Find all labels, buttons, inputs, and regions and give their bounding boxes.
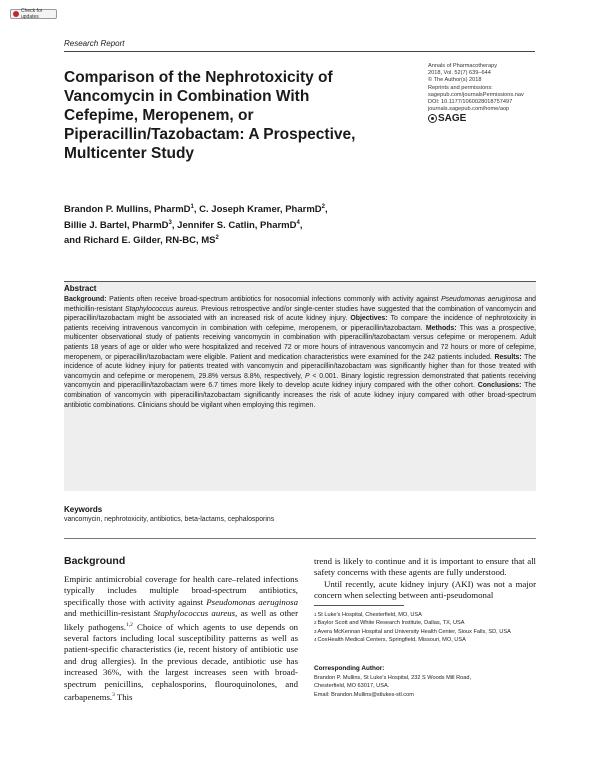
footnote-divider bbox=[314, 605, 404, 606]
keywords-divider bbox=[64, 538, 536, 539]
check-for-updates-badge[interactable] bbox=[10, 9, 57, 19]
affiliation-item: 2 Baylor Scott and White Research Institute, Dallas, TX, USA bbox=[314, 620, 465, 627]
journal-info bbox=[428, 63, 568, 123]
affiliations bbox=[314, 611, 536, 645]
journal-home-link[interactable]: journals.sagepub.com/home/aop bbox=[428, 106, 510, 113]
continued-paragraph: trend is likely to continue and it is important to ensure that all safety concerns with these agents are fully understood. bbox=[314, 556, 536, 578]
keywords-heading: Keywords bbox=[64, 505, 103, 514]
author: Jennifer S. Catlin, PharmD$^4$, bbox=[177, 219, 303, 231]
journal-permissions-link[interactable]: sagepub.com/journalsPermissions.nav bbox=[428, 91, 524, 98]
background-heading: Background bbox=[64, 555, 126, 567]
journal-volume: 2018, Vol. 52(7) 639–644 bbox=[428, 70, 491, 77]
abstract-divider bbox=[64, 281, 536, 282]
next-paragraph: Until recently, acute kidney injury (AKI) was not a major concern when selecting between anti-pseudomonal bbox=[314, 578, 536, 601]
badge-label: Check for updates bbox=[21, 8, 43, 20]
crossmark-icon bbox=[13, 11, 19, 17]
abstract-heading: Abstract bbox=[64, 284, 97, 293]
publisher-logo bbox=[428, 114, 568, 123]
journal-name: Annals of Pharmacotherapy bbox=[428, 63, 498, 69]
article-title: Comparison of the Nephrotoxicity of Vancomycin in Combination With Cefepime, Meropenem, or Piperacillin/Tazobactam: A Prospective, Multicenter Study bbox=[64, 69, 356, 162]
author: and Richard E. Gilder, RN-BC, $MS^2$ bbox=[64, 235, 219, 247]
abstract-box bbox=[64, 281, 536, 491]
corresponding-author-heading: Corresponding Author: bbox=[314, 665, 385, 672]
citation-ref[interactable]: 1,2 bbox=[126, 621, 133, 628]
sage-logo-icon bbox=[428, 114, 437, 123]
corresponding-address: Brandon P. Mullins, St Luke’s Hospital, 232 S Woods Mill Road, bbox=[314, 675, 472, 681]
publisher-name: SAGE bbox=[438, 113, 467, 125]
author: C. Joseph Kramer, PharmD$^2$, bbox=[199, 204, 328, 216]
abstract-text: Background: Patients often receive broad-spectrum antibiotics for nosocomial infections commonly with activity against Pseudomonas aeruginosa and methicillin-resistant Staphylococcus aureus. Previous retrospective and/or single-center studies have suggested that the combination of vancomycin and piperacillin/tazobactam might be associated with an increased risk of acute kidney injury. Objectives: To compare the incidence of nephrotoxicity in patients receiving intravenous vancomycin in combination with cefepime, meropenem, or piperacillin/tazobactam. Methods: This was a prospective, multicenter observational study of patients receiving vancomycin in combination with piperacillin/tazobactam versus cefepime or meropenem. Adult patients 18 years of age or older who were hospitalized and received 72 or more hours of intravenous vancomycin and 72 hours or more of cefepime, meropenem, or piperacillin/tazobactam were eligible. Patient and medication characteristics were examined for the 242 patients included. Results: The incidence of acute kidney injury for patients treated with vancomycin and piperacillin/tazobactam was significantly higher than for those treated with vancomycin and cefepime or meropenem, 29.8% versus 8.8%, respectively, P < 0.001. Binary logistic regression demonstrated that patients receiving vancomycin and piperacillin/tazobactam were 6.7 times more likely to develop acute kidney injury compared with the other cohort. Conclusions: The combination of vancomycin with piperacillin/tazobactam significantly increases the risk of acute kidney injury compared with other broad-spectrum antibiotic combinations. Clinicians should be vigilant when employing this regimen. bbox=[64, 296, 536, 409]
citation-ref[interactable]: 3 bbox=[112, 691, 115, 698]
journal-reprints: Reprints and permissions: bbox=[428, 84, 493, 91]
background-paragraph: Empiric antimicrobial coverage for health care–related infections typically includes multiple broad-spectrum antibiotics, specifically those with activity against Pseudomonas aeruginosa and methicillin-resistant Staphylococcus aureus, as well as other likely pathogens.$^{1,2}$ Choice of which agents to use depends on several factors including local susceptibility patterns as well as patient-specific characteristics (ie, recent history of antibiotic use and drug allergies). In the previous decade, antibiotic use has increased 36%, with the largest increases seen with broad-spectrum penicillins, cephalosporins, flouroquinolones, and carbapenems.$^3$ This bbox=[64, 574, 298, 702]
header-divider bbox=[64, 51, 535, 52]
author: Billie J. Bartel, PharmD$^3$, bbox=[64, 219, 178, 231]
affiliation-item: 1 St Luke’s Hospital, Chesterfield, MO, USA bbox=[314, 612, 422, 618]
author: Brandon P. Mullins, PharmD$^1$, bbox=[64, 204, 200, 216]
corresponding-email[interactable]: Email: Brandon.Mullins@stlukes-stl.com bbox=[314, 691, 414, 698]
journal-doi[interactable]: DOI: 10.1177/1060028018757497 bbox=[428, 99, 513, 106]
keywords-list: vancomycin, nephrotoxicity, antibiotics, beta-lactams, cephalosporins bbox=[64, 516, 275, 523]
journal-copyright: © The Author(s) 2018 bbox=[428, 77, 482, 84]
author-list bbox=[64, 201, 424, 248]
report-type: Research Report bbox=[64, 39, 125, 48]
corresponding-city: Chesterfield, MO 63017, USA. bbox=[314, 683, 390, 690]
corresponding-author-details bbox=[314, 674, 536, 699]
right-column-text bbox=[314, 556, 536, 602]
affiliation-item: 3 Avera McKennan Hospital and University Health Center, Sioux Falls, SD, USA bbox=[314, 628, 511, 635]
affiliation-item: 4 CoxHealth Medical Centers, Springfield, Missouri, MO, USA bbox=[314, 637, 466, 644]
